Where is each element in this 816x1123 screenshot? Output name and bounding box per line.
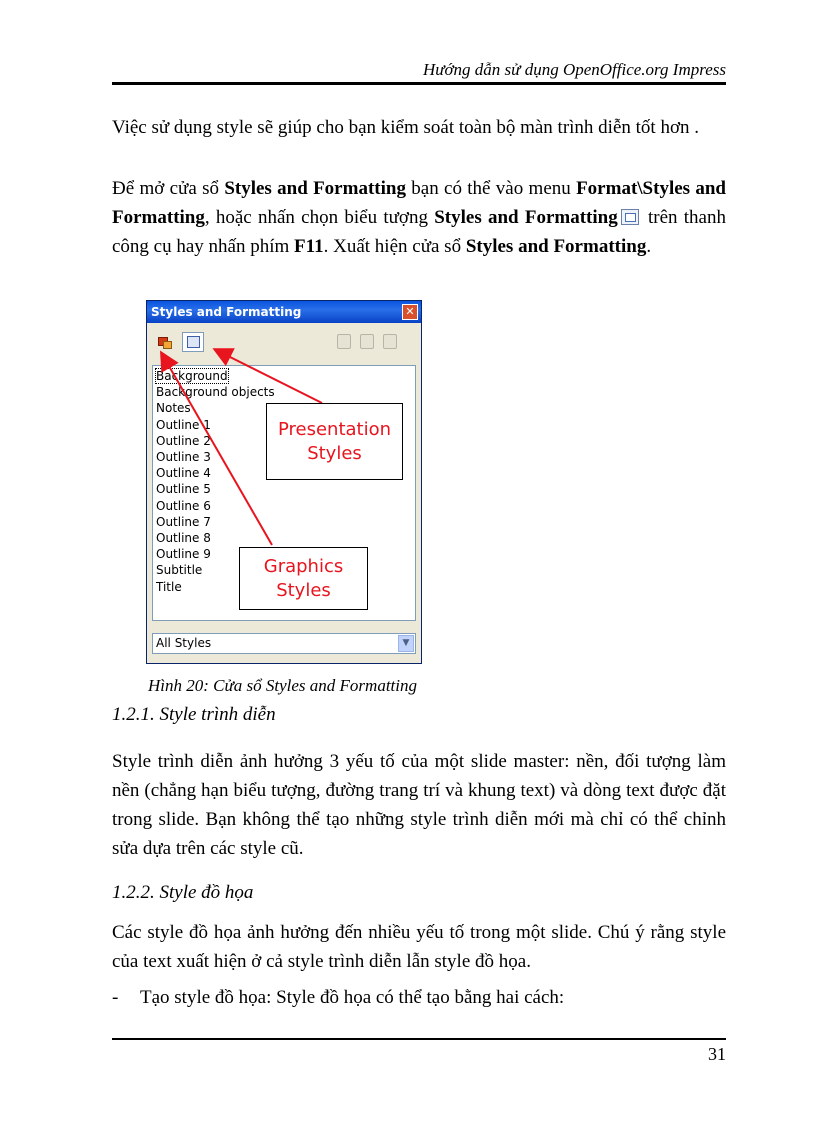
style-list-item-label: Background objects	[156, 385, 275, 400]
style-list-item-label: Outline 3	[156, 450, 211, 465]
intro-paragraph: Việc sử dụng style sẽ giúp cho bạn kiểm soát toàn bộ màn trình diễn tốt hơn .	[112, 117, 699, 138]
running-header: Hướng dẫn sử dụng OpenOffice.org Impress	[422, 60, 726, 79]
style-list-item-label: Subtitle	[156, 563, 203, 578]
footer-rule	[112, 1038, 726, 1040]
style-list-item-label: Outline 2	[156, 433, 211, 448]
style-filter-value: All Styles	[156, 636, 212, 650]
close-icon[interactable]: ✕	[402, 304, 418, 320]
page-number: 31	[708, 1044, 726, 1064]
graphics-arrow	[162, 354, 272, 545]
style-list-item-label: Outline 1	[156, 417, 211, 432]
text: Để mở cửa sổ	[112, 178, 225, 199]
bold-term: Styles and Formatting	[434, 207, 618, 228]
dialog-title: Styles and Formatting	[147, 301, 421, 323]
section-heading-presentation: 1.2.1. Style trình diễn	[112, 704, 276, 725]
callout-label: Presentation Styles	[277, 418, 392, 464]
bold-term: Format\Styles and Formatting	[112, 178, 727, 228]
section-body-graphics: Các style đồ họa ảnh hưởng đến nhiều yếu tố trong một slide. Chú ý rằng style của text xuất hiện ở cả style trình diễn lẫn style đồ họa.	[112, 922, 726, 972]
callout-label: Graphics Styles	[263, 555, 344, 601]
style-list-item-label: Outline 6	[156, 498, 211, 513]
chevron-down-icon[interactable]: ▼	[398, 635, 414, 652]
style-list-item-label: Background	[156, 369, 228, 383]
text: , hoặc nhấn chọn biểu tượng	[204, 207, 435, 228]
presentation-styles-callout	[266, 403, 403, 480]
graphics-styles-callout	[239, 547, 368, 610]
style-list-item-label: Outline 9	[156, 547, 211, 562]
bullet-marker: -	[112, 987, 119, 1008]
style-list-item-label: Outline 5	[156, 482, 211, 497]
section-body-presentation: Style trình diễn ảnh hưởng 3 yếu tố của một slide master: nền, đối tượng làm nền (chẳng hạn biểu tượng, đường trang trí và khung text) và dòng text được đặt trong slide. Bạn không thể tạo những style trình diễn mới mà chỉ có thể chỉnh sửa dựa trên các style cũ.	[112, 751, 726, 859]
text: . Xuất hiện cửa sổ	[323, 236, 466, 257]
presentation-arrow	[216, 350, 322, 403]
bullet-item	[112, 983, 564, 1012]
text: .	[646, 236, 652, 257]
style-list-item-label: Outline 7	[156, 514, 211, 529]
style-list-item-label: Title	[156, 579, 182, 594]
bold-term: Styles and Formatting	[224, 178, 406, 199]
text: bạn có thể vào menu	[405, 178, 577, 199]
bold-term: F11	[294, 236, 324, 257]
style-list-item-label: Outline 8	[156, 531, 211, 546]
style-list-item-label: Outline 4	[156, 466, 211, 481]
style-list-item-label: Notes	[156, 401, 191, 416]
section-heading-graphics: 1.2.2. Style đồ họa	[112, 882, 254, 903]
bullet-text: Tạo style đồ họa: Style đồ họa có thể tạo bằng hai cách:	[140, 987, 565, 1008]
text: trên thanh công cụ hay nhấn phím	[112, 207, 726, 257]
figure-caption: Hình 20: Cửa sổ Styles and Formatting	[148, 676, 417, 695]
bold-term: Styles and Formatting	[465, 236, 647, 257]
